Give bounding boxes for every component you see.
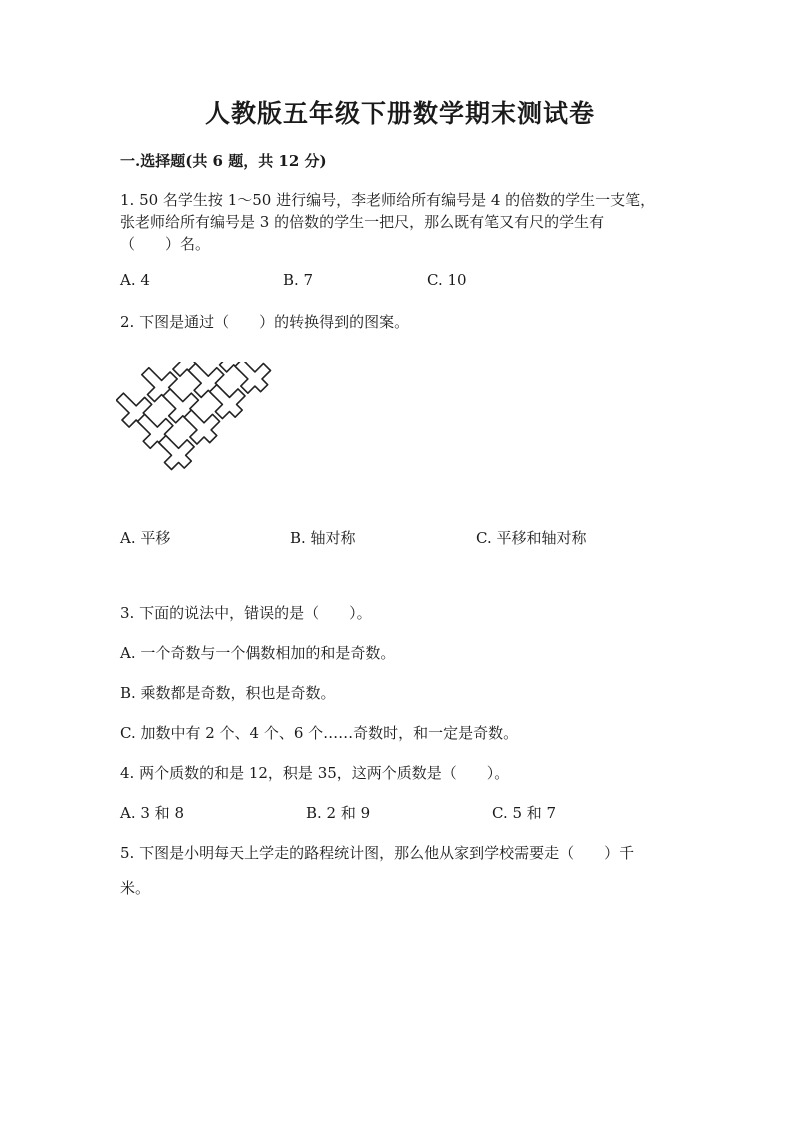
- q3-option-a: A. 一个奇数与一个偶数相加的和是奇数。: [120, 644, 396, 662]
- q1-option-c: C. 10: [427, 271, 467, 289]
- q2-option-b: B. 轴对称: [290, 529, 356, 547]
- q1-stem-line-3: （ ）名。: [120, 235, 211, 253]
- q1-stem-line-1: 1. 50 名学生按 1～50 进行编号，李老师给所有编号是 4 的倍数的学生一支笔，: [120, 191, 656, 209]
- q1-stem-line-2: 张老师给所有编号是 3 的倍数的学生一把尺，那么既有笔又有尺的学生有: [120, 213, 605, 231]
- q5-stem-line-1: 5. 下图是小明每天上学走的路程统计图，那么他从家到学校需要走（ ）千: [120, 844, 635, 862]
- exam-title: 人教版五年级下册数学期末测试卷: [204, 99, 595, 128]
- q3-option-b: B. 乘数都是奇数，积也是奇数。: [120, 684, 336, 702]
- q4-option-a: A. 3 和 8: [120, 804, 184, 822]
- q2-option-c: C. 平移和轴对称: [476, 529, 587, 547]
- q4-stem: 4. 两个质数的和是 12，积是 35，这两个质数是（ ）。: [120, 764, 510, 782]
- q3-option-c: C. 加数中有 2 个、4 个、6 个……奇数时，和一定是奇数。: [120, 724, 519, 742]
- q2-option-a: A. 平移: [120, 529, 171, 547]
- tessellation-figure: [116, 362, 276, 480]
- q2-stem: 2. 下图是通过（ ）的转换得到的图案。: [120, 313, 410, 331]
- q3-stem: 3. 下面的说法中，错误的是（ ）。: [120, 604, 372, 622]
- q1-option-b: B. 7: [283, 271, 314, 289]
- q4-option-b: B. 2 和 9: [306, 804, 371, 822]
- q5-stem-line-2: 米。: [120, 879, 151, 897]
- section-heading: 一.选择题(共 6 题，共 12 分): [120, 152, 327, 170]
- q1-option-a: A. 4: [120, 271, 150, 289]
- q4-option-c: C. 5 和 7: [492, 804, 557, 822]
